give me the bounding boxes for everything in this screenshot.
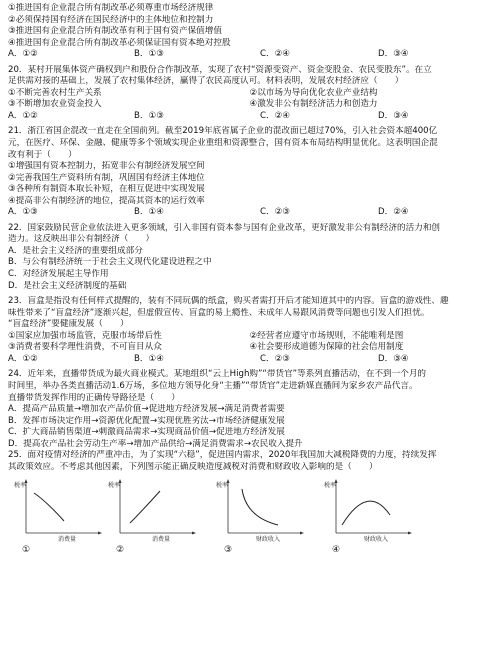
q21-option-b[interactable]: B．①④	[134, 207, 164, 218]
q20-option-b[interactable]: B．①③	[134, 110, 164, 121]
q25-stem-2: 其政策效应。不考虑其他因素，下列图示能正确反映造度减税对消费和财政收入影响的是（ ）	[8, 461, 378, 472]
q23-option-b[interactable]: B．①④	[134, 353, 164, 364]
q23-stem-3: “盲盒经济”要健康发展（ ）	[8, 319, 129, 330]
q21-stem-1: 21．浙江省国企混改一直走在全国前列。截至2019年底省属子企业的混改面已超过70%，引入社会资本超400亿	[8, 126, 438, 137]
q24-option-b[interactable]: B．发挥市场决定作用→资源优化配置→实现优胜劣汰→市场经济健康发展	[8, 415, 285, 426]
question-22	[8, 223, 491, 292]
curve-3	[242, 489, 278, 525]
q21-stem-2: 元，在医疗、环保、金融、健康等多个领域实现企业重组和资源整合，国有资本布局结构明显优化。这表明国企混	[8, 138, 438, 149]
question-20	[8, 65, 491, 123]
q23-stem-1: 23．盲盒是指没有任何样式提醒的，装有不同玩偶的纸盒，购买者需打开后才能知道其中的内容。盲盒的游戏性、趣	[8, 296, 449, 307]
q20-option-a[interactable]: A．①②	[8, 110, 38, 121]
q25-graph-2-svg	[108, 475, 229, 556]
x-axis-arrow	[98, 532, 102, 535]
q20-option-c[interactable]: C．②④	[260, 110, 291, 121]
q22-option-d[interactable]: D．是社会主义经济制度的基础	[8, 280, 127, 291]
q22-option-a[interactable]: A．是社会主义经济的重要组成部分	[8, 245, 143, 256]
q19-option-a[interactable]: A．①②	[8, 49, 38, 60]
q22-stem-2: 造力。这反映出非公有制经济（ ）	[8, 234, 155, 245]
question-21	[8, 126, 491, 218]
curve-2	[130, 491, 160, 523]
q22-option-b[interactable]: B．与公有制经济统一于社会主义现代化建设进程之中	[8, 257, 212, 268]
q25-graph-4-svg	[324, 475, 442, 556]
x-label: 消费量	[152, 536, 171, 544]
y-label: 税率	[324, 482, 337, 490]
y-label: 税率	[216, 482, 229, 490]
curve-1	[34, 493, 64, 521]
graph-number: ③	[224, 545, 233, 556]
q21-option-c[interactable]: C．②③	[260, 207, 291, 218]
q25-stem-1: 25．面对疫情对经济的严重冲击，为了实现“六稳”，促进国内需求，2020年我国加大减税降费的力度，持续发挥	[8, 450, 437, 461]
q19-options	[8, 49, 491, 61]
q20-choice-3: ③不断增加农业资金投入	[8, 99, 102, 110]
question-19-tail	[8, 3, 491, 61]
q20-stem-2: 足供需对接的基础上，发展了农村集体经济，赢得了农民高度认可。材料表明，发展农村经济应（ ）	[8, 76, 404, 87]
y-label: 税率	[14, 482, 27, 490]
q21-option-a[interactable]: A．①③	[8, 207, 38, 218]
question-23	[8, 296, 491, 365]
q24-option-c[interactable]: C．扩大商品销售渠道→刺激商品需求→实现商品价值→促进地方经济发展	[8, 427, 285, 438]
x-axis-arrow	[192, 532, 196, 535]
q23-choices-row-2	[8, 342, 491, 354]
q20-options	[8, 111, 491, 123]
q24-stem-2: 时间里，举办各类直播活动1.6万场，多位地方领导化身“主播”“带货官”走进新媒直播间为家乡农产品代言。	[8, 380, 418, 391]
q19-choice-1: ①推进国有企业混合所有制改革必须尊重市场经济规律	[8, 3, 214, 13]
q24-option-d[interactable]: D．提高农产品社会劳动生产率→增加产品供给→满足消费需求→农民收入提升	[8, 438, 303, 449]
x-axis-arrow	[408, 532, 412, 535]
q19-option-c[interactable]: C．②④	[260, 49, 291, 60]
q21-choice-1: ①增强国有资本控制力，拓宽非公有制经济发展空间	[8, 161, 205, 172]
q23-choice-4: ④社会要形成道德为保障的社会信用制度	[249, 342, 404, 353]
q20-choices-row-1	[8, 88, 491, 100]
q25-graph-2[interactable]	[108, 475, 229, 556]
q19-choice-2: ②必须保持国有经济在国民经济中的主体地位和控制力	[8, 14, 214, 25]
curve-4	[342, 501, 390, 525]
q21-choice-4: ④提高非公有制经济的地位，提高其资本的运行效率	[8, 195, 205, 206]
q25-graph-3-svg	[216, 475, 337, 556]
x-label: 财政收入	[364, 536, 389, 544]
q21-stem-3: 改有利于（ ）	[8, 149, 77, 160]
q23-choices-row-1	[8, 331, 491, 343]
q25-graph-3[interactable]	[216, 475, 337, 556]
q21-choice-3: ③各种所有制资本取长补短，在相互促进中实现发展	[8, 184, 205, 195]
x-label: 消费量	[58, 536, 77, 544]
q22-stem-1: 22．国家鼓励民营企业依法进入更多领域，引入非国有资本参与国有企业改革，更好激发非公有制经济的活力和创	[8, 222, 441, 233]
q20-stem-1: 20．某村开展集体资产确权到户和股份合作制改革，实现了农村“资源变资产、资金变股金、农民变股东”。在立	[8, 64, 432, 75]
q24-option-a[interactable]: A．提高产品质量→增加农产品价值→促进地方经济发展→满足消费者需要	[8, 404, 285, 415]
y-label: 税率	[108, 482, 121, 490]
x-label: 财政收入	[256, 536, 281, 544]
q25-graphs	[8, 475, 491, 556]
q21-options	[8, 207, 491, 219]
graph-number: ④	[332, 545, 341, 556]
q20-choices-row-2	[8, 99, 491, 111]
q20-choice-2: ②以市场为导向优化农业产业结构	[249, 87, 378, 98]
q23-choice-3: ③消费者要科学理性消费，不可盲目从众	[8, 342, 162, 353]
q23-choice-1: ①国家应加强市场监管，克服市场带后性	[8, 330, 162, 341]
q21-option-d[interactable]: D．②④	[378, 207, 409, 218]
question-24	[8, 369, 491, 450]
q20-option-d[interactable]: D．③④	[378, 110, 409, 121]
q23-choice-2: ②经营者应遵守市场规则，不能唯利是图	[249, 330, 404, 341]
q23-option-d[interactable]: D．③④	[378, 353, 409, 364]
q21-choice-2: ②完善我国生产资料所有制，巩固国有经济主体地位	[8, 172, 205, 183]
q24-stem-3: 直播带货发挥作用的正确传导路径是（ ）	[8, 392, 180, 403]
q20-choice-4: ④激发非公有制经济活力和创造力	[249, 99, 378, 110]
q19-choice-3: ③推进国有企业混合所有制改革有利于国有资产保值增值	[8, 26, 222, 37]
q24-stem-1: 24．近年来，直播带货成为最火商业模式。某地组织“云上High购”“带货官”等系列直播活动，在不到一个月的	[8, 369, 427, 380]
q20-choice-1: ①不断完善农村生产关系	[8, 87, 102, 98]
q19-choice-4: ④推进国有企业混合所有制改革必须保证国有资本绝对控股	[8, 37, 231, 48]
q23-option-a[interactable]: A．①②	[8, 353, 38, 364]
graph-number: ②	[116, 545, 125, 556]
q19-option-b[interactable]: B．①③	[134, 49, 164, 60]
x-axis-arrow	[300, 532, 304, 535]
q23-options	[8, 354, 491, 366]
q23-stem-2: 味性带来了“盲盒经济”逐渐兴起，但虚假宣传、盲盒的易上瘾性、未成年人易跟风消费等问题也引发人们担忧。	[8, 307, 430, 318]
q23-option-c[interactable]: C．②③	[260, 353, 291, 364]
q25-graph-4[interactable]	[324, 475, 442, 556]
q22-option-c[interactable]: C．对经济发展起主导作用	[8, 269, 109, 280]
q19-option-d[interactable]: D．③④	[378, 49, 409, 60]
graph-number: ①	[22, 545, 31, 556]
question-25	[8, 450, 491, 556]
